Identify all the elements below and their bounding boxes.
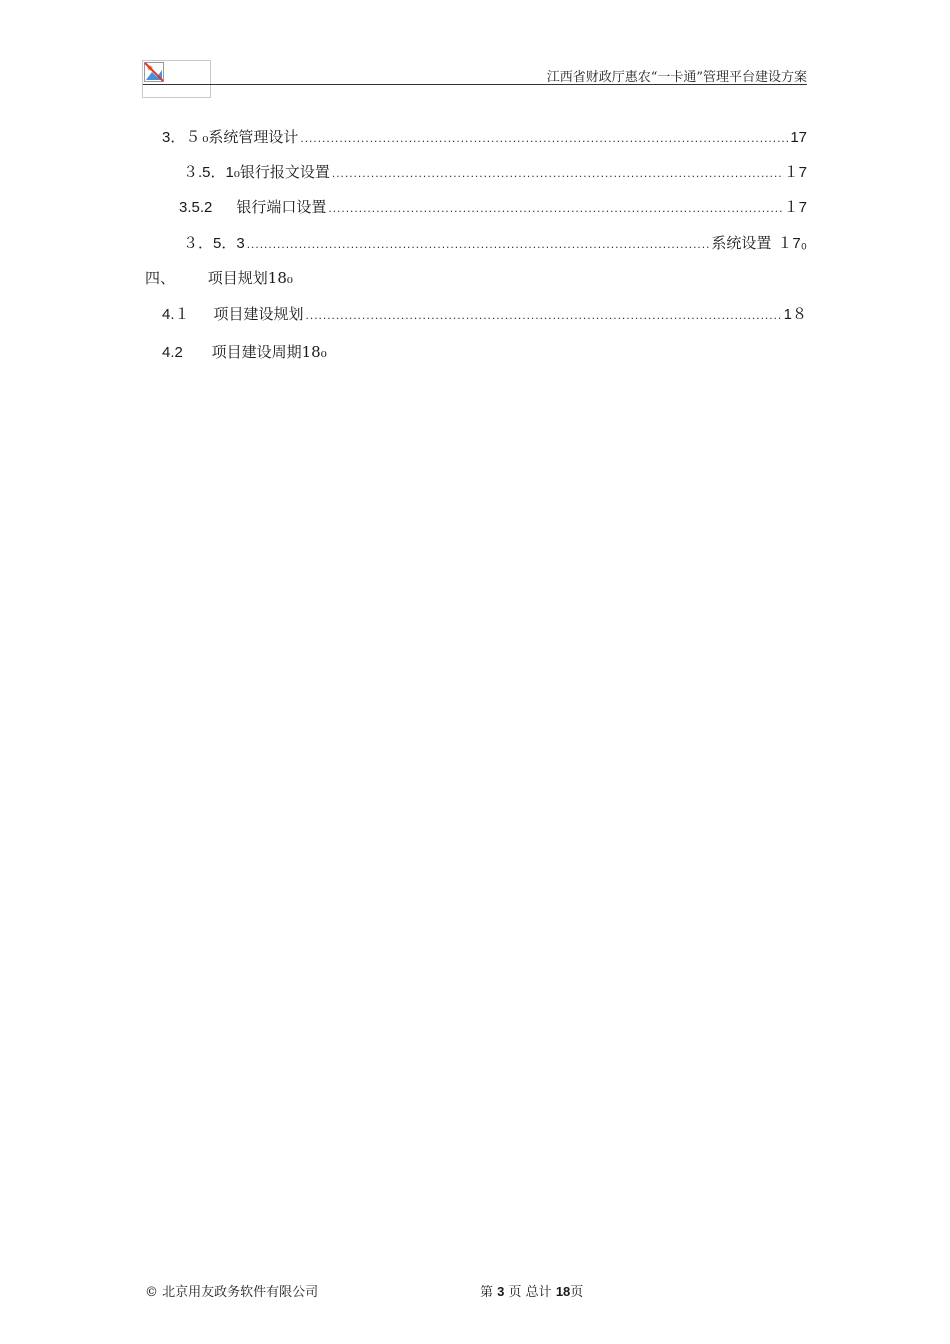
footer-page-suffix: 页 bbox=[570, 1285, 584, 1300]
toc-entry[interactable] bbox=[183, 161, 807, 183]
toc-entry-title: 项目建设周期18₀ bbox=[211, 343, 327, 361]
toc-entry[interactable] bbox=[162, 341, 327, 363]
toc-entry[interactable] bbox=[162, 126, 807, 148]
toc-dot-leader bbox=[332, 166, 782, 180]
header-logo-image bbox=[142, 60, 211, 98]
toc-entry[interactable] bbox=[183, 232, 807, 254]
toc-entry-number: 3．５ bbox=[162, 129, 201, 146]
footer-page-mid: 页 总计 bbox=[508, 1285, 552, 1300]
toc-entry-title: 项目建设规划 bbox=[213, 305, 304, 323]
toc-entry-title: ₀系统管理设计 bbox=[202, 128, 299, 146]
toc-entry[interactable] bbox=[179, 196, 807, 218]
toc-entry-page: 1８ bbox=[783, 306, 807, 323]
header-title: 江西省财政厅惠农“一卡通”管理平台建设方案 bbox=[546, 70, 807, 85]
toc-entry-number: 四、 bbox=[145, 269, 176, 287]
broken-image-icon bbox=[144, 62, 164, 82]
toc-dot-leader bbox=[328, 201, 781, 215]
toc-dot-leader bbox=[306, 308, 782, 322]
toc-entry-page: １7₀ bbox=[777, 235, 807, 252]
toc-entry-page: １7 bbox=[783, 164, 807, 181]
toc-entry-page: 17 bbox=[790, 129, 807, 146]
toc-entry-title: 银行端口设置 bbox=[236, 198, 327, 216]
toc-entry[interactable] bbox=[162, 303, 807, 325]
toc-entry-title: 项目规划18₀ bbox=[207, 269, 293, 287]
footer-page-prefix: 第 bbox=[480, 1285, 494, 1300]
toc-entry-number: 4.１ bbox=[162, 306, 190, 323]
toc-chapter-entry[interactable] bbox=[145, 267, 293, 289]
header-divider bbox=[143, 84, 807, 85]
toc-entry-number: 3.5.2 bbox=[179, 199, 213, 216]
footer-page-counter bbox=[480, 1281, 583, 1300]
toc-entry-number: ３.5．1 bbox=[183, 164, 234, 181]
toc-dot-leader bbox=[300, 131, 788, 145]
toc-dot-leader bbox=[247, 237, 710, 251]
toc-entry-page: １7 bbox=[783, 199, 807, 216]
toc-entry-title: 系统设置 bbox=[711, 234, 772, 252]
footer-copyright: © 北京用友政务软件有限公司 bbox=[145, 1285, 319, 1300]
toc-entry-title: ₀银行报文设置 bbox=[233, 163, 330, 181]
footer-current-page: 3 bbox=[497, 1284, 505, 1299]
toc-entry-number: 4.2 bbox=[162, 344, 183, 361]
footer-total-pages: 18 bbox=[555, 1284, 571, 1299]
toc-entry-number: ３．5．3 bbox=[183, 235, 245, 252]
